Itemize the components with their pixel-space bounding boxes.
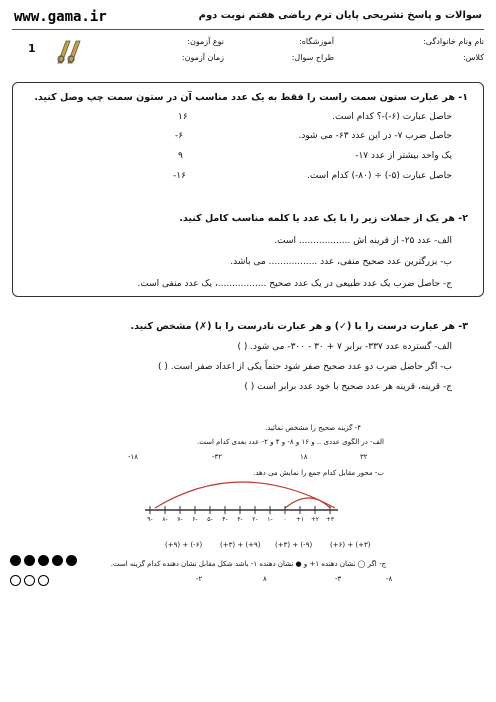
axis-tick-label: +۳ xyxy=(325,516,335,523)
q4-be-option-2: (۹+) + (۳+) xyxy=(220,541,261,549)
arc-right xyxy=(285,498,330,508)
axis-tick-label: +۲ xyxy=(310,516,320,523)
q1-answer-2: ۶- xyxy=(175,131,184,141)
axis-tick-label: ۲- xyxy=(252,516,258,523)
q4-alef: الف- در الگوی عددی .. و ۱۶ و ۸- و ۴ و ۲- عدد بعدی کدام است. xyxy=(197,438,384,446)
q1-answer-1: ۱۶ xyxy=(178,112,188,122)
q1-answer-3: ۹ xyxy=(178,151,183,161)
school-label: آموزشگاه: xyxy=(299,37,334,46)
q1-item-2: حاصل ضرب ۷- در این عدد ۶۳- می شود. xyxy=(298,131,452,141)
negative-counter xyxy=(52,555,63,566)
q4-jim-option-3: ۳- xyxy=(335,575,342,583)
positive-counter xyxy=(38,575,49,586)
scissors-logo-icon xyxy=(52,37,82,65)
q3-title: ۳- هر عبارت درست را با (✓) و هر عبارت نادرست را با (✗) مشخص کنید. xyxy=(130,321,468,332)
q3-item-be: ب- اگر حاصل ضرب دو عدد صحیح صفر شود حتماً یکی از اعداد صفر است. ( ) xyxy=(158,362,452,372)
axis-tick-labels xyxy=(140,516,340,526)
negative-counter xyxy=(66,555,77,566)
axis-tick-label: ۵- xyxy=(207,516,213,523)
q2-item-be: ب- بزرگترین عدد صحیح منفی، عدد ................. می باشد. xyxy=(230,257,452,267)
q2-item-alef: الف- عدد ۲۵- از قرینه اش .................. است. xyxy=(274,236,452,246)
q4-jim-option-2: ۸ xyxy=(263,575,267,583)
q4-jim: ج- اگر ◯ نشان دهنده ۱+ و ● نشان دهنده ۱- باشد شکل مقابل نشان دهنده کدام گزینه است. xyxy=(110,560,386,568)
axis-tick-label: ۸- xyxy=(162,516,168,523)
exam-type-label: نوع آزمون: xyxy=(187,37,224,46)
q3-item-jim: ج- قرینه، قرینه هر عدد صحیح با خود عدد برابر است ( ) xyxy=(244,382,452,392)
q4-jim-option-4: ۸- xyxy=(386,575,393,583)
q1-item-1: حاصل عبارت (۶-)-؟ کدام است. xyxy=(332,112,452,122)
site-url[interactable]: www.gama.ir xyxy=(14,9,107,25)
q4-be-option-3: (۹-) + (۳+) xyxy=(275,541,313,549)
q4-title: ۴- گزینه صحیح را مشخص نمائید. xyxy=(264,424,361,432)
arc-left xyxy=(155,482,335,508)
axis-tick-label: ۷- xyxy=(177,516,183,523)
q4-be-option-4: (۳+) + (۶+) xyxy=(330,541,371,549)
designer-label: طراح سوال: xyxy=(291,53,334,62)
positive-counter xyxy=(24,575,35,586)
axis-tick-label: ۹- xyxy=(147,516,153,523)
negative-counter xyxy=(10,555,21,566)
q1-answer-4: ۱۶- xyxy=(173,171,186,181)
positive-counter xyxy=(10,575,21,586)
q1-item-3: یک واحد بیشتر از عدد ۱۷- xyxy=(355,151,452,161)
axis-tick-label: ۳- xyxy=(237,516,243,523)
q4-jim-option-1: ۲- xyxy=(196,575,203,583)
exam-info xyxy=(12,37,484,67)
axis-tick-label: ۱- xyxy=(267,516,273,523)
class-label: کلاس: xyxy=(462,53,484,62)
page-number: 1 xyxy=(28,42,36,55)
header-divider xyxy=(12,29,484,30)
axis-tick-label: ۰ xyxy=(283,516,287,523)
q4-alef-option-3: ۱۸ xyxy=(300,453,308,461)
negative-counter xyxy=(24,555,35,566)
document-title: سوالات و پاسخ تشریحی پایان ترم ریاضی هفتم نوبت دوم xyxy=(198,10,482,21)
q2-title: ۲- هر یک از جملات زیر را با یک عدد یا کلمه مناسب کامل کنید. xyxy=(179,213,468,224)
q3-item-alef: الف- گسترده عدد ۳۳۷- برابر ۷ + ۳۰ - ۳۰۰- می شود. ( ) xyxy=(237,342,452,352)
q1-title: ۱- هر عبارت ستون سمت راست را فقط به یک عدد مناسب آن در ستون سمت چپ وصل کنید. xyxy=(34,92,468,103)
axis-tick-label: ۶- xyxy=(192,516,198,523)
q4-be-option-1: (۶-) + (۹+) xyxy=(165,541,203,549)
q4-alef-option-2: ۳۲- xyxy=(212,453,223,461)
axis-tick-label: +۱ xyxy=(295,516,305,523)
time-label: زمان آزمون: xyxy=(181,53,224,62)
q1-item-4: حاصل عبارت (۵-) ÷ (۸۰-) کدام است. xyxy=(306,171,452,181)
name-label: نام ونام خانوادگی: xyxy=(423,37,484,46)
q2-item-jim: ج- حاصل ضرب یک عدد طبیعی در یک عدد صحیح .................، یک عدد منفی است. xyxy=(137,279,452,289)
q4-alef-option-1: ۱۸- xyxy=(128,453,139,461)
negative-counter xyxy=(38,555,49,566)
axis-tick-label: ۴- xyxy=(222,516,228,523)
q4-alef-option-4: ۳۲ xyxy=(360,453,368,461)
q4-be: ب- محور مقابل کدام جمع را نمایش می دهد. xyxy=(253,469,384,477)
